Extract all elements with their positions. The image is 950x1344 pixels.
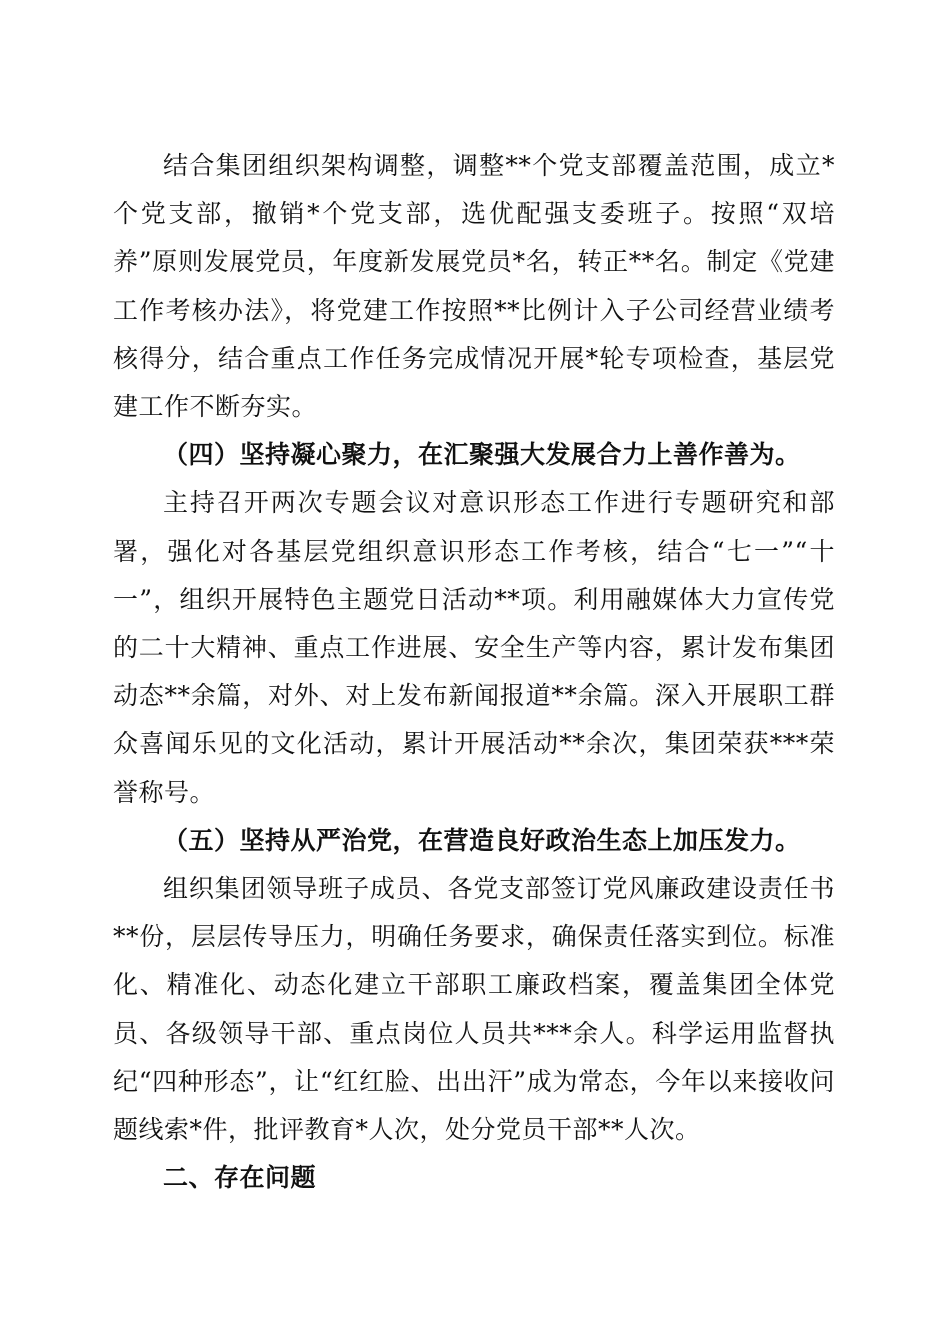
subheading-four: （四）坚持凝心聚力，在汇聚强大发展合力上善作善为。: [163, 440, 801, 470]
document-body: [113, 142, 835, 1202]
paragraph-ideology: 主持召开两次专题会议对意识形态工作进行专题研究和部署，强化对各基层党组织意识形态工作考核，结合“七一”“十一”，组织开展特色主题党日活动**项。利用融媒体大力宣传党的二十大精神、重点工作进展、安全生产等内容，累计发布集团动态**余篇，对外、对上发布新闻报道**余篇。深入开展职工群众喜闻乐见的文化活动，累计开展活动**余次，集团荣获***荣誉称号。: [113, 488, 835, 807]
subheading-five: （五）坚持从严治党，在营造良好政治生态上加压发力。: [163, 825, 801, 855]
section-heading-problems: 二、存在问题: [163, 1163, 317, 1193]
paragraph-party-building: 结合集团组织架构调整，调整**个党支部覆盖范围，成立*个党支部，撤销*个党支部，选优配强支委班子。按照“双培养”原则发展党员，年度新发展党员*名，转正**名。制定《党建工作考核办法》，将党建工作按照**比例计入子公司经营业绩考核得分，结合重点工作任务完成情况开展*轮专项检查，基层党建工作不断夯实。: [113, 151, 835, 422]
paragraph-discipline: 组织集团领导班子成员、各党支部签订党风廉政建设责任书**份，层层传导压力，明确任务要求，确保责任落实到位。标准化、精准化、动态化建立干部职工廉政档案，覆盖集团全体党员、各级领导干部、重点岗位人员共***余人。科学运用监督执纪“四种形态”，让“红红脸、出出汗”成为常态，今年以来接收问题线索*件，批评教育*人次，处分党员干部**人次。: [113, 874, 835, 1145]
